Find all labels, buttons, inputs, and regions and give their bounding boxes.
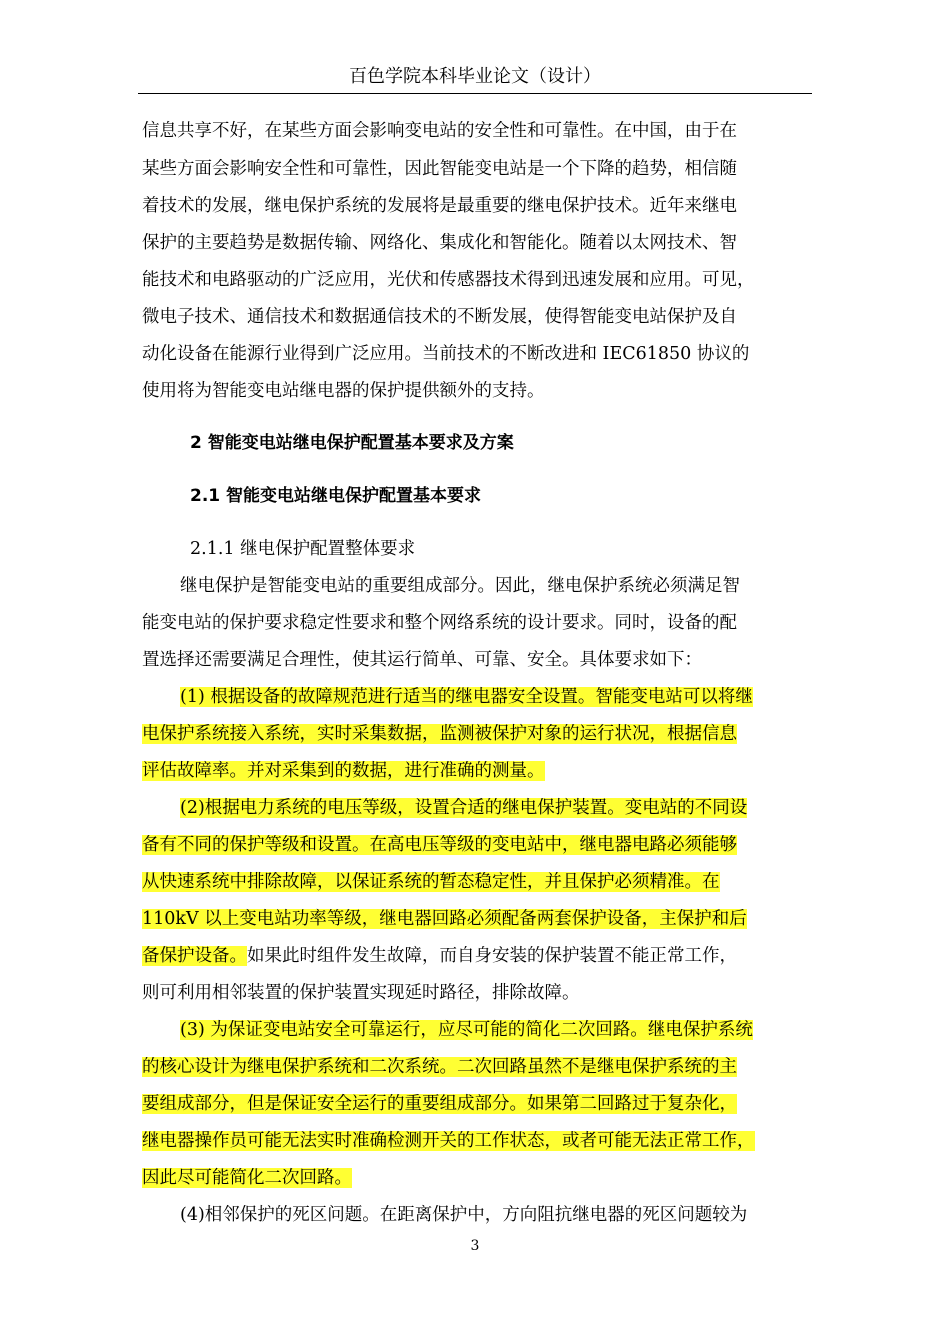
- highlight: 继电器操作员可能无法实时准确检测开关的工作状态，或者可能无法正常工作，: [142, 1131, 755, 1151]
- highlight: (1) 根据设备的故障规范进行适当的继电器安全设置。智能变电站可以将继: [180, 687, 753, 707]
- body-line-highlighted: [142, 1128, 755, 1154]
- highlight: 备有不同的保护等级和设置。在高电压等级的变电站中，继电器电路必须能够: [142, 835, 737, 855]
- highlight: 因此尽可能简化二次回路。: [142, 1168, 352, 1188]
- highlight: 备保护设备。: [142, 946, 247, 966]
- body-line: 着技术的发展，继电保护系统的发展将是最重要的继电保护技术。近年来继电: [142, 196, 737, 216]
- plain-text: 如果此时组件发生故障，而自身安装的保护装置不能正常工作，: [247, 946, 737, 966]
- body-line: 则可利用相邻装置的保护装置实现延时路径，排除故障。: [142, 983, 580, 1003]
- body-line-highlighted: [142, 1165, 352, 1191]
- body-line-highlighted: [180, 684, 753, 710]
- highlight: 从快速系统中排除故障，以保证系统的暂态稳定性，并且保护必须精准。在: [142, 872, 720, 892]
- highlight: 电保护系统接入系统，实时采集数据，监测被保护对象的运行状况，根据信息: [142, 724, 737, 744]
- body-line-highlighted: [142, 1054, 737, 1080]
- page-number: 3: [470, 1238, 480, 1254]
- subsection-heading: 2.1 智能变电站继电保护配置基本要求: [190, 486, 482, 506]
- highlight: 110kV 以上变电站功率等级，继电器回路必须配备两套保护设备，主保护和后: [142, 909, 747, 929]
- body-line-mixed: [142, 943, 737, 969]
- header-rule: [138, 93, 812, 94]
- section-heading: 2 智能变电站继电保护配置基本要求及方案: [190, 433, 514, 453]
- highlight: 评估故障率。并对采集到的数据，进行准确的测量。: [142, 761, 545, 781]
- body-line: 微电子技术、通信技术和数据通信技术的不断发展，使得智能变电站保护及自: [142, 307, 737, 327]
- highlight: 的核心设计为继电保护系统和二次系统。二次回路虽然不是继电保护系统的主: [142, 1057, 737, 1077]
- highlight: 要组成部分，但是保证安全运行的重要组成部分。如果第二回路过于复杂化，: [142, 1094, 737, 1114]
- body-line: 动化设备在能源行业得到广泛应用。当前技术的不断改进和 IEC61850 协议的: [142, 344, 750, 364]
- subsubsection-heading: 2.1.1 继电保护配置整体要求: [190, 539, 416, 559]
- highlight: (2)根据电力系统的电压等级，设置合适的继电保护装置。变电站的不同设: [180, 798, 748, 818]
- body-line: 能变电站的保护要求稳定性要求和整个网络系统的设计要求。同时，设备的配: [142, 613, 737, 633]
- body-line-highlighted: [180, 795, 747, 821]
- body-line: 继电保护是智能变电站的重要组成部分。因此，继电保护系统必须满足智: [180, 576, 740, 596]
- body-line: 保护的主要趋势是数据传输、网络化、集成化和智能化。随着以太网技术、智: [142, 233, 737, 253]
- body-line: 能技术和电路驱动的广泛应用，光伏和传感器技术得到迅速发展和应用。可见，: [142, 270, 755, 290]
- body-line-highlighted: [142, 869, 720, 895]
- body-line-highlighted: [142, 832, 737, 858]
- highlight: (3) 为保证变电站安全可靠运行，应尽可能的简化二次回路。继电保护系统: [180, 1020, 753, 1040]
- body-line-highlighted: [142, 1091, 737, 1117]
- body-line: 某些方面会影响安全性和可靠性，因此智能变电站是一个下降的趋势，相信随: [142, 159, 737, 179]
- body-line: 置选择还需要满足合理性，使其运行简单、可靠、安全。具体要求如下：: [142, 650, 702, 670]
- body-line-highlighted: [180, 1017, 753, 1043]
- page-header-title: 百色学院本科毕业论文（设计）: [349, 66, 601, 87]
- body-line-highlighted: [142, 721, 737, 747]
- body-line: 信息共享不好，在某些方面会影响变电站的安全性和可靠性。在中国，由于在: [142, 121, 737, 141]
- body-line-highlighted: [142, 758, 545, 784]
- body-line-highlighted: [142, 906, 747, 932]
- body-line: 使用将为智能变电站继电器的保护提供额外的支持。: [142, 381, 545, 401]
- body-line: (4)相邻保护的死区问题。在距离保护中，方向阻抗继电器的死区问题较为: [180, 1205, 748, 1225]
